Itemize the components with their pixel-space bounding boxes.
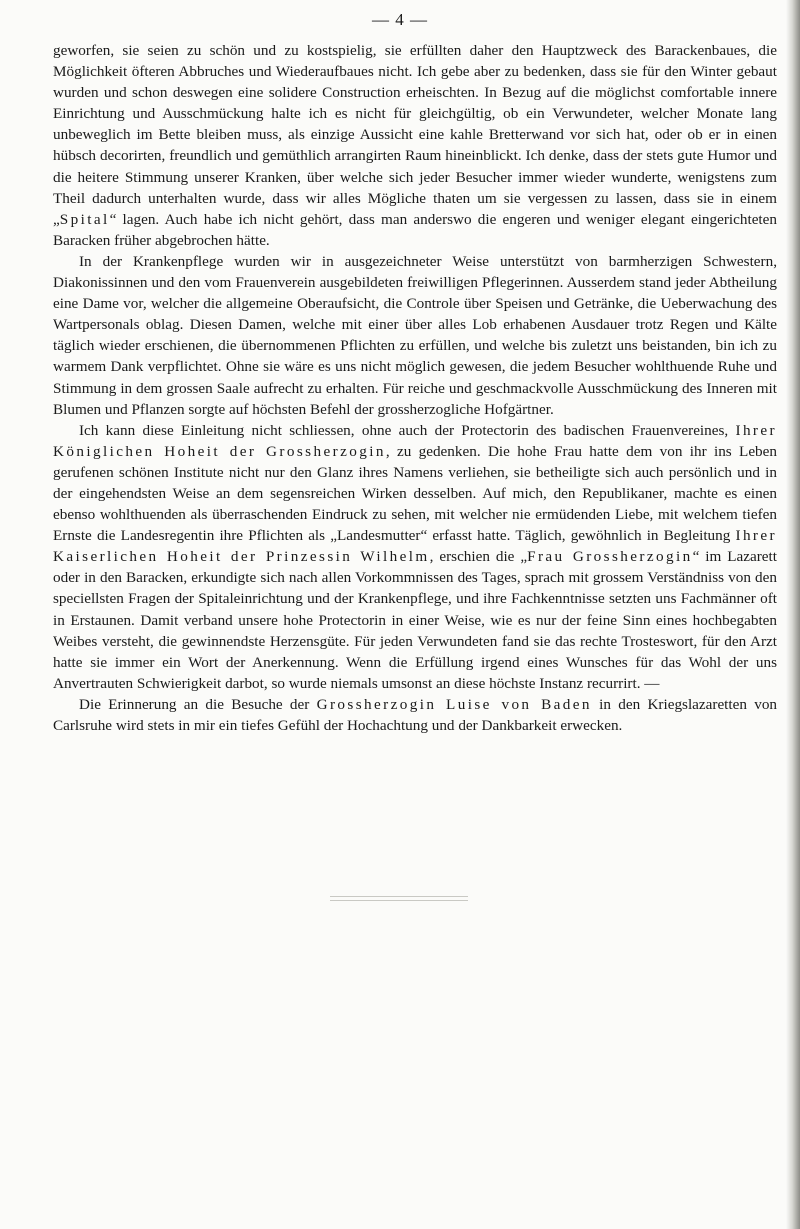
page-edge-shadow — [786, 0, 800, 1229]
text-segment: geworfen, sie seien zu schön und zu kostspielig, sie erfüllten daher den Hauptzweck des Barackenbaues, die Möglichkeit öfteren Abbruches und Wiederaufbaues nicht. Ich gebe aber zu bedenken, dass sie für den Winter gebaut wurden und schon deswegen eine solidere Construction erheischten. In Bezug auf die möglichst comfortable innere Einrichtung und Ausschmückung halte ich es nicht für gleichgültig, ob ein Verwundeter, welcher Monate lang unbeweglich im Bette bleiben muss, als einzige Aussicht eine kahle Bretterwand vor sich hat, oder ob er in einen hübsch decorirten, freundlich und gemüthlich arrangirten Raum hineinblickt. Ich denke, dass der stets gute Humor und die heitere Stimmung unserer Kranken, über welche sich jeder Besucher immer wieder wunderte, wenigstens zum Theil dadurch unterhalten wurde, dass wir alles Mögliche thaten um sie vergessen zu lassen, dass sie in einem „ — [53, 42, 777, 228]
text-segment: , zu gedenken. Die hohe Frau hatte dem von ihr ins Leben gerufenen schönen Institute nicht nur den Glanz ihres Namens verliehen, sie betheiligte sich auch persönlich und in der eingehendsten Weise an dem segensreichen Wirken desselben. Auf mich, den Republikaner, machte es einen ebenso wohlthuenden als überraschenden Eindruck zu sehen, mit welcher nie ermüdenden Liebe, mit welchem tiefen Ernste die Landesregentin ihre Pflichten als „Landesmutter“ erfasst hatte. Täglich, gewöhnlich in Begleitung — [53, 442, 777, 545]
paragraph — [53, 251, 777, 420]
closing-rule — [330, 896, 468, 897]
emphasized-text: Ihrer Kaiserlichen Hoheit der Prinzessin Wilhelm — [53, 527, 777, 566]
emphasized-text: Spital — [59, 210, 110, 228]
emphasized-text: Ihrer Königlichen Hoheit der Grossherzogin — [53, 421, 777, 460]
text-segment: “ lagen. Auch habe ich nicht gehört, dass man anderswo die engeren und weniger elegant eingerichteten Baracken früher abgebrochen hätte. — [53, 210, 777, 249]
text-segment: “ im Lazarett oder in den Baracken, erkundigte sich nach allen Vorkommnissen des Tages, sprach mit grossem Verständniss von den speciellsten Fragen der Spitaleinrichtung und der Krankenpflege, und ihre Fachkenntnisse setzten uns Fachmänner oft in Erstaunen. Damit verband unsere hohe Protectorin in einer Weise, wie es nur der feine Sinn eines hochbegabten Weibes versteht, die gewinnendste Herzensgüte. Für jeden Verwundeten fand sie das rechte Trosteswort, für den Arzt hatte sie immer ein Wort der Anerkennung. Wenn die Erfüllung irgend eines Wunsches für das Wohl der uns Anvertrauten Schwierigkeit darbot, so wurde niemals umsonst an diese höchste Instanz recurrirt. — — [53, 548, 777, 692]
paragraph — [53, 694, 777, 736]
emphasized-text: Grossherzogin Luise von Baden — [316, 695, 592, 713]
text-segment: , erschien die „ — [429, 548, 528, 566]
emphasized-text: Frau Grossherzogin — [527, 548, 693, 566]
paragraph — [53, 420, 777, 694]
text-segment: Die Erinnerung an die Besuche der — [79, 695, 317, 713]
page-number-header: — 4 — — [372, 10, 428, 29]
paragraph — [53, 40, 777, 251]
body-text — [53, 40, 777, 736]
closing-rule-lower — [330, 900, 468, 901]
text-segment: Ich kann diese Einleitung nicht schliessen, ohne auch der Protectorin des badischen Frauenvereines, — [79, 421, 736, 439]
text-segment: In der Krankenpflege wurden wir in ausgezeichneter Weise unterstützt von barmherzigen Schwestern, Diakonissinnen und den vom Frauenverein ausgebildeten freiwilligen Pflegerinnen. Ausserdem stand jeder Abtheilung eine Dame vor, welcher die allgemeine Oberaufsicht, die Controle über Speisen und Getränke, die Ueberwachung des Wartpersonals oblag. Diesen Damen, welche mit einer über alles Lob erhabenen Ausdauer trotz Regen und Kälte täglich wieder erschienen, die übernommenen Pflichten zu erfüllen, und welche bis zuletzt uns beistanden, bin ich zu warmem Dank verpflichtet. Ohne sie wäre es uns nicht möglich gewesen, die jedem Besucher wohlthuende Ruhe und Stimmung in dem grossen Saale aufrecht zu erhalten. Für reiche und geschmackvolle Ausschmückung des Inneren mit Blumen und Pflanzen sorgte auf höchsten Befehl der grossherzogliche Hofgärtner. — [53, 252, 777, 418]
text-segment: in den Kriegslazaretten von Carlsruhe wird stets in mir ein tiefes Gefühl der Hochachtung und der Dankbarkeit erwecken. — [53, 695, 778, 734]
